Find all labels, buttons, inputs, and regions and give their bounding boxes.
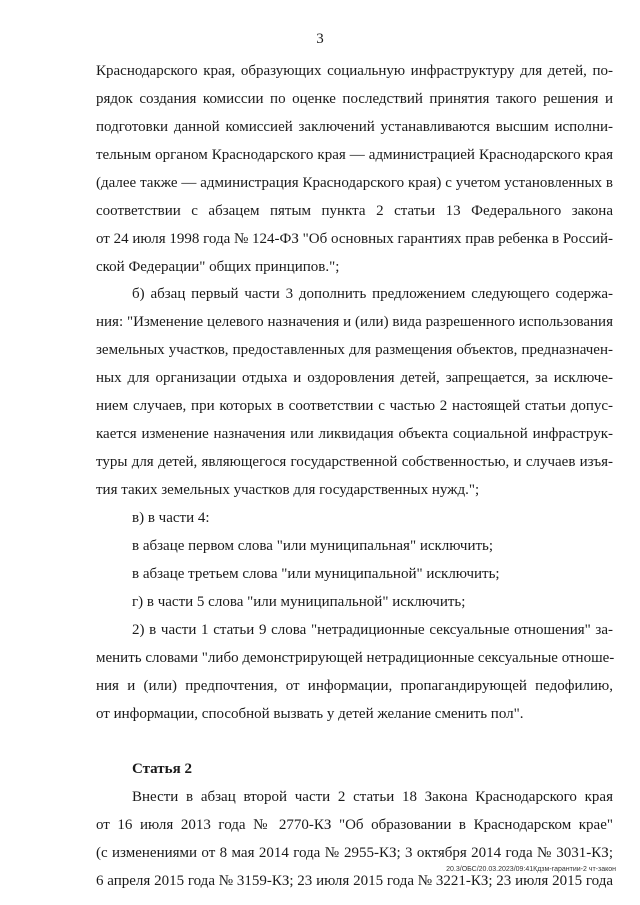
text-line: ния: "Изменение целевого назначения и (или) вида разрешенного использования [96, 314, 613, 330]
text-line: ных для организации отдыха и оздоровления детей, запрещается, за исключе- [96, 370, 613, 386]
page-number: 3 [316, 31, 324, 47]
article-heading: Статья 2 [132, 761, 192, 777]
text-line: соответствии с абзацем пятым пункта 2 статьи 13 Федерального закона [96, 203, 613, 219]
paragraph-v-item-1: в абзаце первом слова "или муниципальная" исключить; [132, 538, 494, 554]
text-line: ния и (или) предпочтения, от информации, пропагандирующей педофилию, [96, 678, 613, 694]
text-line: рядок создания комиссии по оценке последствий принятия такого решения и [96, 91, 613, 107]
text-line: нием случаев, при которых в соответствии с частью 2 настоящей статьи допус- [96, 398, 613, 414]
text-line: Краснодарского края, образующих социальную инфраструктуру для детей, по- [96, 63, 613, 79]
text-line: от 16 июля 2013 года № 2770-КЗ "Об образовании в Краснодарском крае" [96, 817, 613, 833]
text-line: от 24 июля 1998 года № 124-ФЗ "Об основных гарантиях прав ребенка в Россий- [96, 231, 614, 247]
text-line: от информации, способной вызвать у детей желание сменить пол". [96, 706, 524, 722]
article-2-first-line: Внести в абзац второй части 2 статьи 18 Закона Краснодарского края [132, 789, 613, 805]
text-line: тия таких земельных участков для государственных нужд."; [96, 482, 480, 498]
paragraph-2-first-line: 2) в части 1 статьи 9 слова "нетрадиционные сексуальные отношения" за- [132, 622, 613, 638]
paragraph-b-first-line: б) абзац первый части 3 дополнить предложением следующего содержа- [132, 286, 613, 302]
text-line: тельным органом Краснодарского края — администрацией Краснодарского края [96, 147, 613, 163]
paragraph-v-item-2: в абзаце третьем слова "или муниципальной" исключить; [132, 566, 500, 582]
text-line: (далее также — администрация Краснодарского края) с учетом установленных в [96, 175, 613, 191]
text-line: земельных участков, предоставленных для размещения объектов, предназначен- [96, 342, 613, 358]
text-line: 6 апреля 2015 года № 3159-КЗ; 23 июля 2015 года № 3221-КЗ; 23 июля 2015 года [96, 873, 613, 889]
text-line: (с изменениями от 8 мая 2014 года № 2955-КЗ; 3 октября 2014 года № 3031-КЗ; [96, 845, 613, 861]
text-line: подготовки данной комиссией заключений устанавливаются высшим исполни- [96, 119, 613, 135]
paragraph-g: г) в части 5 слова "или муниципальной" исключить; [132, 594, 466, 610]
document-footer-code: 20.3/ОБС/20.03.2023/09:41Кдзм-гарантии-2 чт-закон [446, 866, 616, 873]
paragraph-v: в) в части 4: [132, 510, 210, 526]
text-line: ской Федерации" общих принципов."; [96, 259, 340, 275]
text-line: менить словами "либо демонстрирующей нетрадиционные сексуальные отноше- [96, 650, 615, 666]
text-line: кается изменение назначения или ликвидация объекта социальной инфраструк- [96, 426, 613, 442]
text-line: туры для детей, являющегося государственной собственностью, и случаев изъя- [96, 454, 613, 470]
